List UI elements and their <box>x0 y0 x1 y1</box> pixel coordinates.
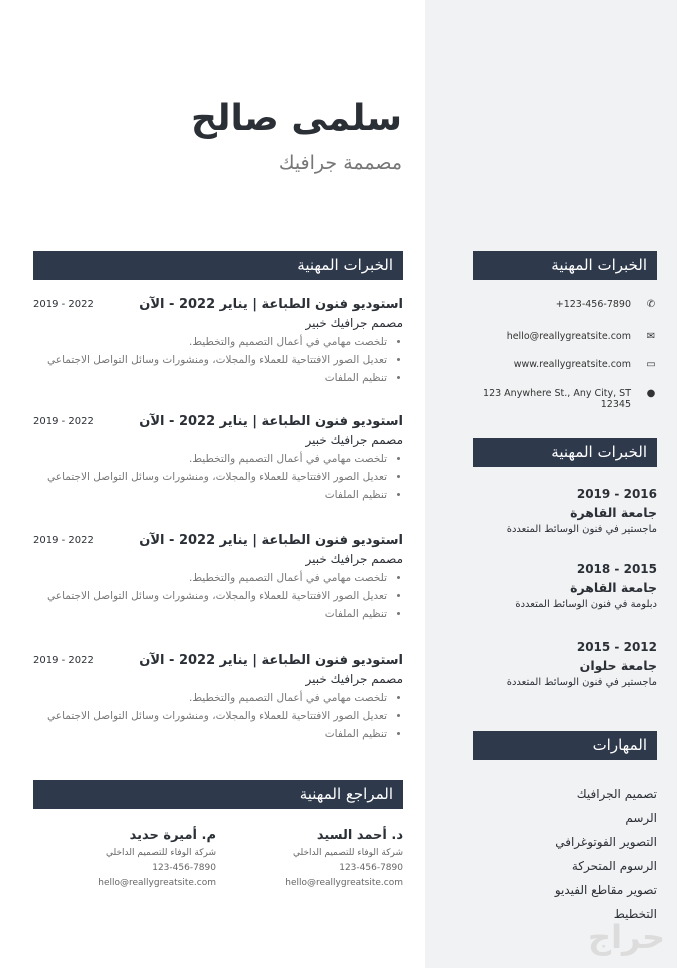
address-line: 12345 <box>600 399 631 410</box>
job-bullet: • تلخصت مهامي في أعمال التصميم والتخطيط. <box>33 450 387 468</box>
job-bullet: • تعديل الصور الافتتاحية للعملاء والمجلات، ومنشورات وسائل التواصل الاجتماعي <box>33 707 387 725</box>
skills-list <box>555 782 657 926</box>
job-company-date: استوديو فنون الطباعة | يناير 2022 - الآن <box>139 533 403 548</box>
envelope-icon: ✉ <box>646 331 656 342</box>
reference-phone: 123-456-7890 <box>339 863 403 873</box>
experience-item <box>33 653 403 743</box>
reference-company: شركة الوفاء للتصميم الداخلي <box>292 848 403 858</box>
contact-phone <box>473 299 657 310</box>
education-heading: الخبرات المهنية <box>473 438 657 467</box>
skills-heading: المهارات <box>473 731 657 760</box>
education-years: 2016 - 2019 <box>576 487 657 501</box>
location-pin-icon: ● <box>646 388 656 399</box>
education-school: جامعة حلوان <box>579 658 657 673</box>
contact-email <box>473 331 657 342</box>
job-company-date: استوديو فنون الطباعة | يناير 2022 - الآن <box>139 414 403 429</box>
references-heading: المراجع المهنية <box>33 780 403 809</box>
education-item <box>473 640 657 688</box>
phone-text: +123-456-7890 <box>555 299 631 310</box>
person-name: سلمى صالح <box>191 98 402 139</box>
reference-name: م. أميرة حديد <box>129 828 216 843</box>
reference-1 <box>223 826 403 891</box>
experience-item <box>33 297 403 387</box>
education-item <box>473 562 657 610</box>
job-bullet: • تلخصت مهامي في أعمال التصميم والتخطيط. <box>33 689 387 707</box>
experience-item <box>33 533 403 623</box>
job-bullet: • تعديل الصور الافتتاحية للعملاء والمجلات، ومنشورات وسائل التواصل الاجتماعي <box>33 468 387 486</box>
skill-item: التصوير الفوتوغرافي <box>555 835 657 849</box>
job-bullet: • تلخصت مهامي في أعمال التصميم والتخطيط. <box>33 569 387 587</box>
reference-phone: 123-456-7890 <box>152 863 216 873</box>
education-degree: دبلومة في فنون الوسائط المتعددة <box>515 599 657 610</box>
job-bullet: • تنظيم الملفات <box>33 605 387 623</box>
education-years: 2015 - 2018 <box>576 562 657 576</box>
job-bullet: • تنظيم الملفات <box>33 369 387 387</box>
job-bullet: • تعديل الصور الافتتاحية للعملاء والمجلات، ومنشورات وسائل التواصل الاجتماعي <box>33 351 387 369</box>
education-years: 2012 - 2015 <box>576 640 657 654</box>
skill-item: الرسم <box>625 811 657 825</box>
experience-item <box>33 414 403 504</box>
skill-item: التخطيط <box>613 907 657 921</box>
website-text: www.reallygreatsite.com <box>513 359 631 370</box>
job-bullet: • تنظيم الملفات <box>33 486 387 504</box>
reference-email: hello@reallygreatsite.com <box>98 878 216 888</box>
skill-item: الرسوم المتحركة <box>571 859 657 873</box>
education-degree: ماجستير في فنون الوسائط المتعددة <box>506 524 657 535</box>
job-role: مصمم جرافيك خبير <box>305 316 403 330</box>
reference-company: شركة الوفاء للتصميم الداخلي <box>105 848 216 858</box>
skill-item: تصوير مقاطع الفيديو <box>554 883 657 897</box>
address-line: 123 Anywhere St., Any City, ST <box>483 388 631 399</box>
job-years: 2019 - 2022 <box>33 535 94 546</box>
job-bullet: • تلخصت مهامي في أعمال التصميم والتخطيط. <box>33 333 387 351</box>
job-role: مصمم جرافيك خبير <box>305 672 403 686</box>
contact-website <box>473 359 657 370</box>
skill-item: تصميم الجرافيك <box>576 787 657 801</box>
job-company-date: استوديو فنون الطباعة | يناير 2022 - الآن <box>139 653 403 668</box>
watermark-logo: حراج <box>588 918 665 956</box>
experience-heading: الخبرات المهنية <box>33 251 403 280</box>
job-role: مصمم جرافيك خبير <box>305 552 403 566</box>
job-role: مصمم جرافيك خبير <box>305 433 403 447</box>
job-bullet: • تنظيم الملفات <box>33 725 387 743</box>
email-text: hello@reallygreatsite.com <box>506 331 631 342</box>
reference-2 <box>36 826 216 891</box>
education-school: جامعة القاهرة <box>570 505 657 520</box>
contact-address <box>473 388 657 410</box>
reference-email: hello@reallygreatsite.com <box>285 878 403 888</box>
job-years: 2019 - 2022 <box>33 299 94 310</box>
job-title: مصممة جرافيك <box>278 152 402 174</box>
job-years: 2019 - 2022 <box>33 416 94 427</box>
education-school: جامعة القاهرة <box>570 580 657 595</box>
job-years: 2019 - 2022 <box>33 655 94 666</box>
job-bullet: • تعديل الصور الافتتاحية للعملاء والمجلات، ومنشورات وسائل التواصل الاجتماعي <box>33 587 387 605</box>
contact-heading: الخبرات المهنية <box>473 251 657 280</box>
job-company-date: استوديو فنون الطباعة | يناير 2022 - الآن <box>139 297 403 312</box>
laptop-icon: ▭ <box>646 359 656 370</box>
phone-icon: ✆ <box>646 299 656 310</box>
education-item <box>473 487 657 535</box>
education-degree: ماجستير في فنون الوسائط المتعددة <box>506 677 657 688</box>
reference-name: د. أحمد السيد <box>316 828 403 843</box>
